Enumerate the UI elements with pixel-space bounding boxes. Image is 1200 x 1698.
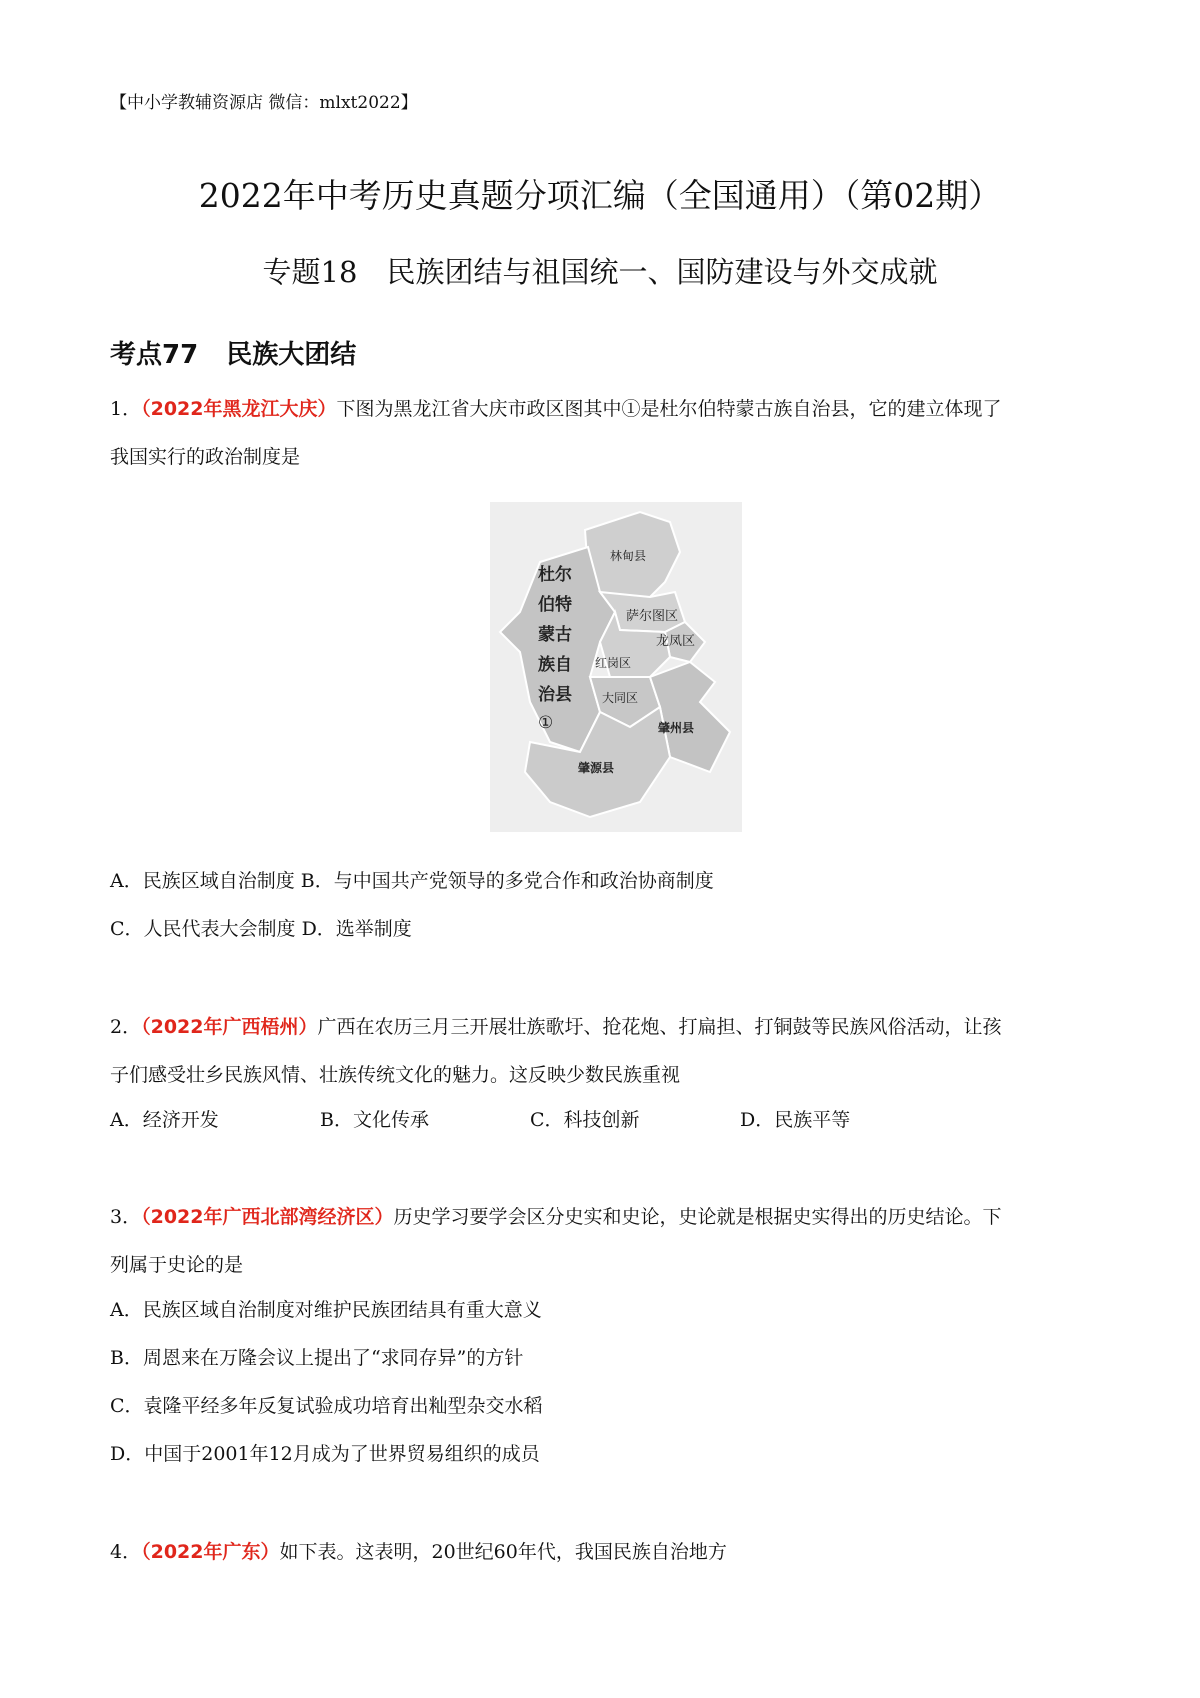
question-stem-line1: 历史学习要学会区分史实和史论，史论就是根据史实得出的历史结论。下 [393, 1206, 1002, 1228]
question-number: 4． [110, 1541, 142, 1563]
question-stem-line2: 列属于史论的是 [110, 1254, 244, 1276]
section-name: 民族大团结 [226, 340, 357, 370]
question-stem-line2: 子们感受壮乡民族风情、壮族传统文化的魅力。这反映少数民族重视 [110, 1064, 681, 1086]
map-label-saertu: 萨尔图区 [626, 609, 679, 624]
map-label-longfeng: 龙凤区 [656, 634, 696, 649]
map-label-linpian: 林甸县 [610, 549, 647, 563]
header-note: 【中小学教辅资源店 微信：mlxt2022】 [110, 93, 418, 113]
map-label-circle-one: ① [538, 713, 554, 733]
question-source: （2022年黑龙江大庆） [141, 398, 337, 420]
question-number: 3． [110, 1206, 142, 1228]
section-heading [110, 334, 356, 371]
map-label-durbert-5: 治县 [538, 685, 572, 705]
question-3-option-c: C．袁隆平经多年反复试验成功培育出籼型杂交水稻 [110, 1395, 543, 1417]
question-1-options-line1: A．民族区域自治制度 B．与中国共产党领导的多党合作和政治协商制度 [110, 870, 714, 892]
map-label-durbert-4: 族自 [538, 655, 572, 675]
option-a: A．经济开发 [110, 1109, 219, 1131]
question-stem-line2: 我国实行的政治制度是 [110, 446, 301, 468]
page-title: 2022年中考历史真题分项汇编（全国通用）（第02期） [198, 176, 1002, 215]
map-label-durbert-3: 蒙古 [538, 625, 572, 645]
map-label-durbert-2: 伯特 [538, 595, 572, 615]
map-label-datong: 大同区 [602, 691, 639, 705]
question-source: （2022年广东） [141, 1541, 280, 1563]
question-3 [110, 1193, 1100, 1289]
question-1-options-line2: C．人民代表大会制度 D．选举制度 [110, 918, 412, 940]
option-b: B．文化传承 [320, 1109, 429, 1131]
question-stem-line1: 下图为黑龙江省大庆市政区图其中①是杜尔伯特蒙古族自治县，它的建立体现了 [336, 398, 1002, 420]
question-source: （2022年广西梧州） [141, 1016, 318, 1038]
section-label: 考点77 [110, 340, 199, 370]
question-3-option-a: A．民族区域自治制度对维护民族团结具有重大意义 [110, 1299, 542, 1321]
map-label-honggang: 红岗区 [595, 656, 632, 670]
map-label-durbert-1: 杜尔 [538, 565, 572, 585]
daqing-district-map [490, 502, 742, 832]
option-d: D．民族平等 [740, 1109, 851, 1131]
question-stem-line1: 广西在农历三月三开展壮族歌圩、抢花炮、打扁担、打铜鼓等民族风俗活动，让孩 [317, 1016, 1002, 1038]
question-3-option-b: B．周恩来在万隆会议上提出了“求同存异”的方针 [110, 1347, 524, 1369]
map-label-zhaozhou: 肇州县 [658, 721, 695, 735]
question-stem-line1: 如下表。这表明，20世纪60年代，我国民族自治地方 [279, 1541, 727, 1563]
question-source: （2022年广西北部湾经济区） [141, 1206, 394, 1228]
page-subtitle: 专题18 民族团结与祖国统一、国防建设与外交成就 [262, 255, 938, 289]
question-1 [110, 385, 1100, 481]
question-4 [110, 1528, 1100, 1576]
option-c: C．科技创新 [530, 1109, 640, 1131]
question-number: 2． [110, 1016, 142, 1038]
question-number: 1． [110, 398, 142, 420]
question-2 [110, 1003, 1100, 1099]
map-label-zhaoyuan: 肇源县 [578, 761, 615, 775]
question-3-option-d: D．中国于2001年12月成为了世界贸易组织的成员 [110, 1443, 540, 1465]
